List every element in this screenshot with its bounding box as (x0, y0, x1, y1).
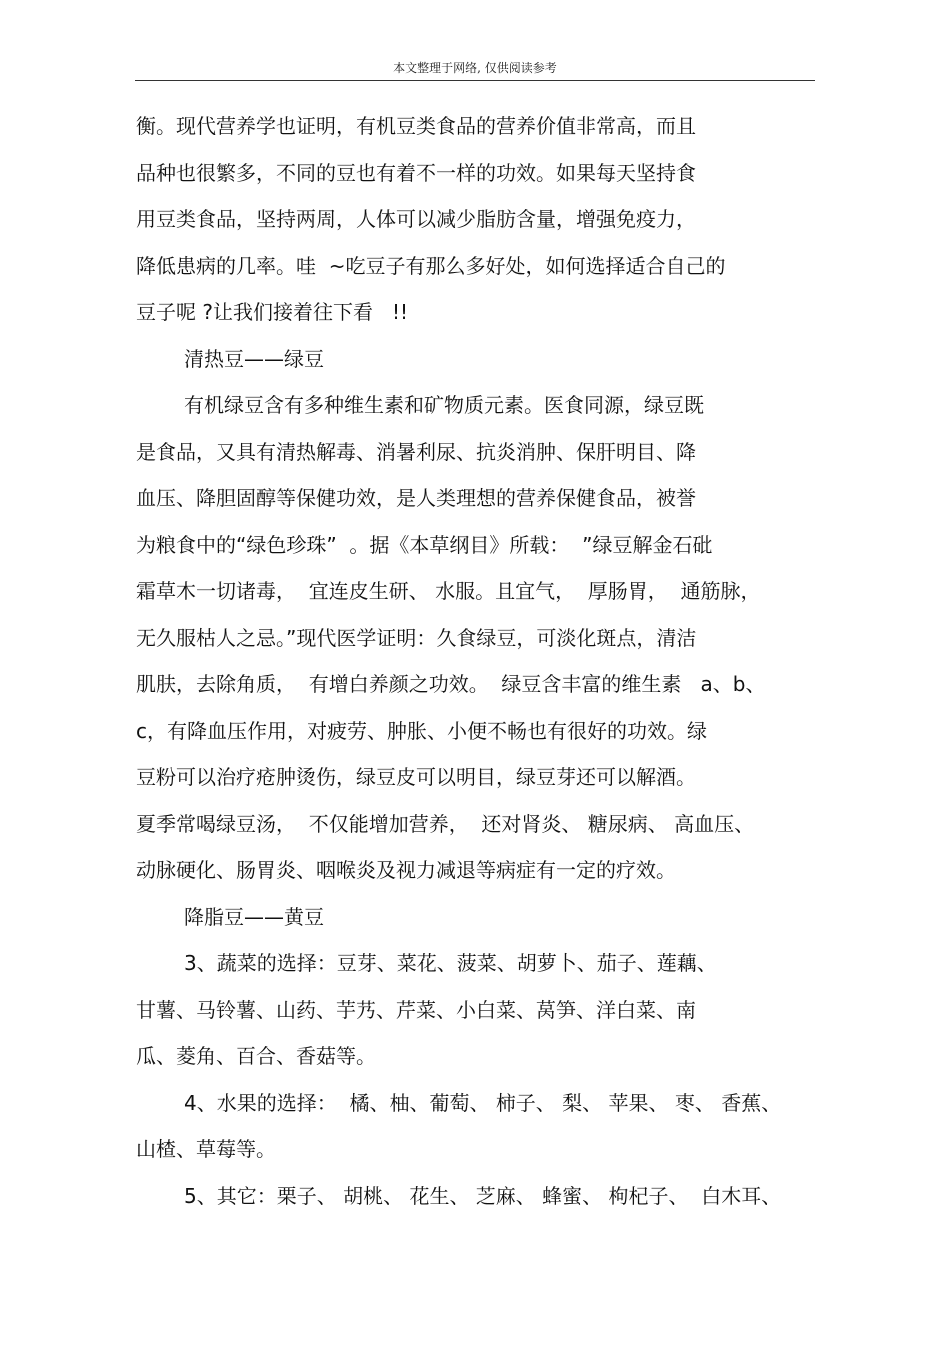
section-heading-soybean: 降脂豆——黄豆 (184, 904, 324, 929)
text-line: 夏季常喝绿豆汤， 不仅能增加营养， 还对肾炎、 糖尿病、 高血压、 (136, 811, 755, 836)
text-line: 山楂、草莓等。 (136, 1137, 276, 1161)
list-item-vegetables: 3、蔬菜的选择：豆芽、菜花、菠菜、胡萝卜、茄子、莲藕、 (184, 951, 717, 975)
text-line: 是食品，又具有清热解毒、消暑利尿、抗炎消肿、保肝明目、降 (136, 439, 696, 464)
text-line: 降低患病的几率。哇 ~吃豆子有那么多好处，如何选择适合自己的 (136, 253, 726, 278)
section-heading-green-bean: 清热豆——绿豆 (184, 346, 324, 371)
list-item-others: 5、其它：栗子、 胡桃、 花生、 芝麻、 蜂蜜、 枸杞子、 白木耳、 (184, 1183, 782, 1208)
text-line: 甘薯、马铃薯、山药、芋艿、芹菜、小白菜、莴笋、洋白菜、南 (136, 997, 696, 1022)
paragraph-first-line: 有机绿豆含有多种维生素和矿物质元素。医食同源，绿豆既 (184, 393, 704, 417)
text-line: c，有降血压作用，对疲劳、肿胀、小便不畅也有很好的功效。绿 (136, 718, 707, 743)
list-item-fruits: 4、水果的选择： 橘、柚、葡萄、 柿子、 梨、 苹果、 枣、 香蕉、 (184, 1090, 782, 1115)
text-line: 品种也很繁多，不同的豆也有着不一样的功效。如果每天坚持食 (136, 160, 696, 185)
text-line: 霜草木一切诸毒， 宜连皮生研、 水服。且宜气， 厚肠胃， 通筋脉， (136, 579, 761, 603)
text-line: 豆子呢 ?让我们接着往下看 !! (136, 300, 409, 324)
text-line: 无久服枯人之忌。”现代医学证明：久食绿豆，可淡化斑点，清洁 (136, 625, 697, 650)
text-line: 豆粉可以治疗疮肿烫伤，绿豆皮可以明目，绿豆芽还可以解酒。 (136, 765, 696, 789)
text-line: 血压、降胆固醇等保健功效，是人类理想的营养保健食品，被誉 (136, 486, 696, 510)
text-line: 肌肤，去除角质， 有增白养颜之功效。 绿豆含丰富的维生素 a、b、 (136, 672, 766, 696)
text-line: 动脉硬化、肠胃炎、咽喉炎及视力减退等病症有一定的疗效。 (136, 858, 676, 882)
text-line: 瓜、菱角、百合、香菇等。 (136, 1044, 376, 1068)
page-header: 本文整理于网络, 仅供阅读参考 (393, 61, 557, 75)
header-divider (135, 80, 815, 81)
text-line: 为粮食中的“绿色珍珠” 。据《本草纲目》所载： ”绿豆解金石砒 (136, 532, 713, 557)
text-line: 用豆类食品，坚持两周，人体可以减少脂肪含量，增强免疫力， (136, 207, 696, 231)
body-text (136, 115, 816, 1208)
text-line: 衡。现代营养学也证明，有机豆类食品的营养价值非常高，而且 (136, 114, 696, 138)
